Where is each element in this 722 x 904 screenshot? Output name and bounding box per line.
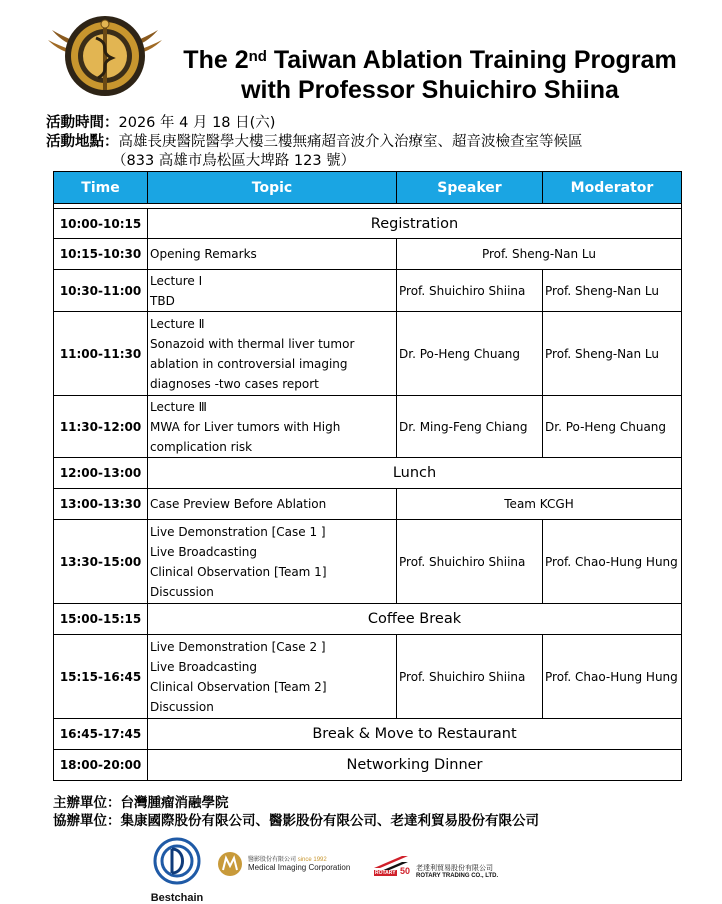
host-organizer: 主辦單位：台灣腫瘤消融學院 [53, 795, 229, 811]
table-row: 15:00-15:15 Coffee Break [54, 604, 682, 635]
institute-logo [46, 8, 164, 106]
co-organizers: 協辦單位：集康國際股份有限公司、醫影股份有限公司、老達利貿易股份有限公司 [53, 813, 539, 829]
event-venue: 活動地點：高雄長庚醫院醫學大樓三樓無痛超音波介入治療室、超音波檢查室等候區 [46, 134, 583, 150]
mic-icon [216, 850, 244, 878]
page-title: The 2nd Taiwan Ablation Training Program with Professor Shuichiro Shiina [183, 46, 677, 104]
medical-imaging-logo: 醫影股份有限公司 since 1992 Medical Imaging Corporation [216, 850, 366, 880]
header-topic: Topic [148, 172, 397, 204]
schedule-table [53, 171, 682, 781]
header-moderator: Moderator [543, 172, 682, 204]
table-row: 18:00-20:00 Networking Dinner [54, 750, 682, 781]
table-row: 10:00-10:15 Registration [54, 209, 682, 239]
rotary-trading-logo: ROTARY 50 老達利貿易股份有限公司 ROTARY TRADING CO., LTD. [372, 854, 522, 884]
table-row: 13:00-13:30 Case Preview Before Ablation Team KCGH [54, 489, 682, 520]
table-row: 15:15-16:45 Live Demonstration [Case 2 ] Live Broadcasting Clinical Observation [Team 2] Discussion Prof. Shuichiro Shiina Prof. Chao-Hung Hung [54, 635, 682, 719]
table-row: 16:45-17:45 Break & Move to Restaurant [54, 719, 682, 750]
table-row: 11:30-12:00 Lecture Ⅲ MWA for Liver tumors with High complication risk Dr. Ming-Feng Chiang Dr. Po-Heng Chuang [54, 396, 682, 458]
event-address: （833 高雄市鳥松區大埤路 123 號） [112, 153, 356, 169]
bestchain-logo: Bestchain [142, 835, 212, 901]
header-time: Time [54, 172, 148, 204]
bestchain-icon [142, 835, 212, 887]
table-row: 12:00-13:00 Lunch [54, 458, 682, 489]
table-row: 10:30-11:00 Lecture I TBD Prof. Shuichiro Shiina Prof. Sheng-Nan Lu [54, 270, 682, 312]
table-row: 13:30-15:00 Live Demonstration [Case 1 ] Live Broadcasting Clinical Observation [Team 1] Discussion Prof. Shuichiro Shiina Prof. Chao-Hung Hung [54, 520, 682, 604]
table-row: 11:00-11:30 Lecture Ⅱ Sonazoid with thermal liver tumor ablation in controversial imaging diagnoses -two cases report Dr. Po-Heng Chuang Prof. Sheng-Nan Lu [54, 312, 682, 396]
event-date: 活動時間：2026 年 4 月 18 日(六) [46, 115, 276, 131]
table-header-row [54, 172, 682, 204]
header-speaker: Speaker [397, 172, 543, 204]
table-row: 10:15-10:30 Opening Remarks Prof. Sheng-Nan Lu [54, 239, 682, 270]
